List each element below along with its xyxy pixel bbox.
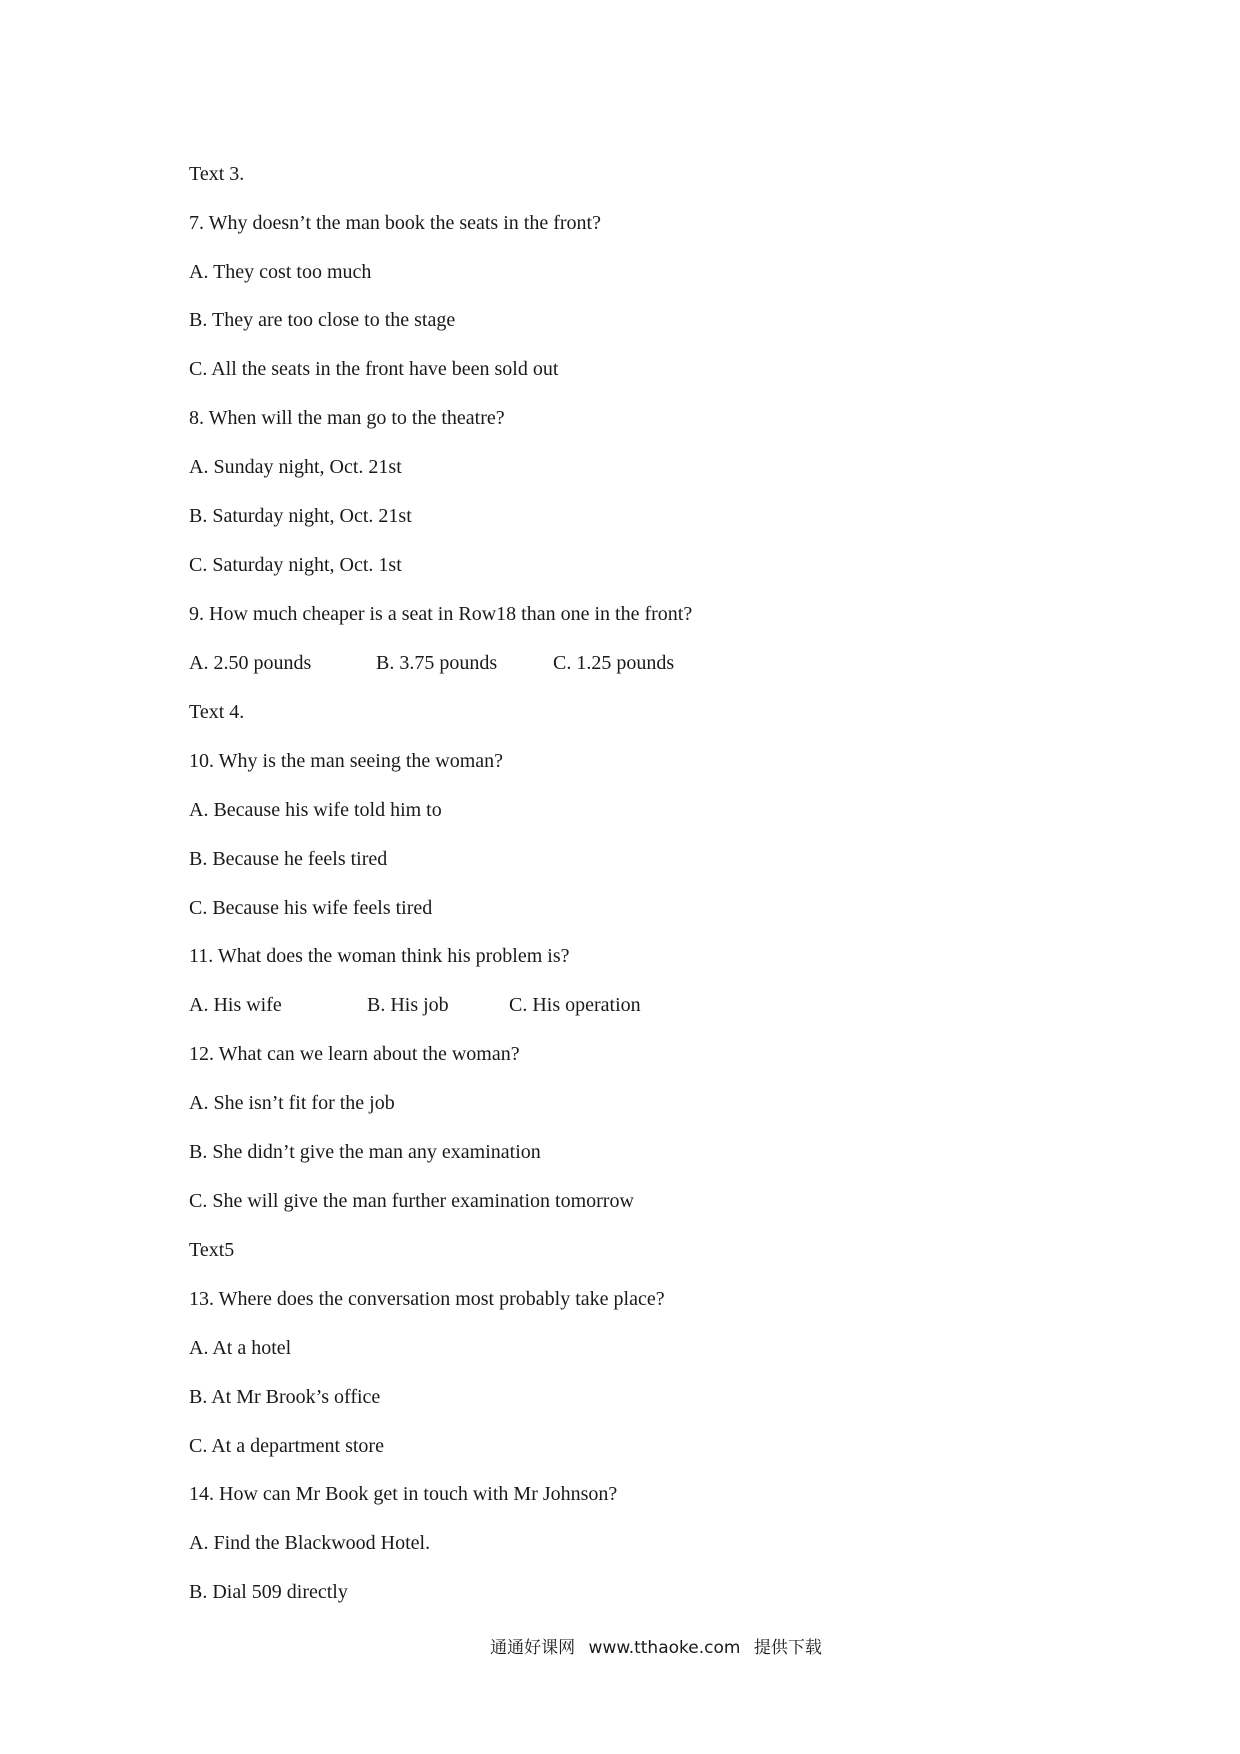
question-12: 12. What can we learn about the woman? bbox=[189, 1043, 520, 1065]
question-9-options bbox=[189, 651, 789, 675]
question-12-option-c: C. She will give the man further examination tomorrow bbox=[189, 1190, 634, 1212]
footer-url[interactable]: www.tthaoke.com bbox=[588, 1638, 741, 1658]
question-9: 9. How much cheaper is a seat in Row18 than one in the front? bbox=[189, 603, 693, 625]
question-11: 11. What does the woman think his problem is? bbox=[189, 945, 570, 967]
question-9-option-a: A. 2.50 pounds bbox=[189, 652, 312, 674]
question-8: 8. When will the man go to the theatre? bbox=[189, 407, 505, 429]
question-13-option-b: B. At Mr Brook’s office bbox=[189, 1386, 381, 1408]
footer-suffix: 提供下载 bbox=[753, 1638, 822, 1658]
question-10: 10. Why is the man seeing the woman? bbox=[189, 750, 504, 772]
question-11-options bbox=[189, 993, 789, 1017]
question-13: 13. Where does the conversation most probably take place? bbox=[189, 1288, 665, 1310]
question-9-option-c: C. 1.25 pounds bbox=[553, 652, 675, 674]
question-7-option-c: C. All the seats in the front have been sold out bbox=[189, 358, 559, 380]
question-13-option-a: A. At a hotel bbox=[189, 1337, 292, 1359]
question-13-option-c: C. At a department store bbox=[189, 1435, 384, 1457]
question-8-option-a: A. Sunday night, Oct. 21st bbox=[189, 456, 402, 478]
question-9-option-b: B. 3.75 pounds bbox=[376, 652, 498, 674]
question-14: 14. How can Mr Book get in touch with Mr Johnson? bbox=[189, 1483, 618, 1505]
question-10-option-b: B. Because he feels tired bbox=[189, 848, 388, 870]
section-heading-text-4: Text 4. bbox=[189, 701, 245, 723]
section-heading-text-5: Text5 bbox=[189, 1239, 235, 1261]
question-11-option-a: A. His wife bbox=[189, 994, 282, 1016]
question-12-option-a: A. She isn’t fit for the job bbox=[189, 1092, 395, 1114]
question-11-option-b: B. His job bbox=[367, 994, 449, 1016]
question-14-option-a: A. Find the Blackwood Hotel. bbox=[189, 1532, 431, 1554]
question-10-option-a: A. Because his wife told him to bbox=[189, 799, 442, 821]
footer-site-name: 通通好课网 bbox=[490, 1638, 576, 1658]
question-14-option-b: B. Dial 509 directly bbox=[189, 1581, 348, 1603]
question-10-option-c: C. Because his wife feels tired bbox=[189, 897, 433, 919]
question-7-option-b: B. They are too close to the stage bbox=[189, 309, 456, 331]
question-8-option-c: C. Saturday night, Oct. 1st bbox=[189, 554, 402, 576]
section-heading-text-3: Text 3. bbox=[189, 163, 245, 185]
question-11-option-c: C. His operation bbox=[509, 994, 641, 1016]
page-footer bbox=[0, 1637, 1240, 1659]
question-8-option-b: B. Saturday night, Oct. 21st bbox=[189, 505, 412, 527]
question-12-option-b: B. She didn’t give the man any examination bbox=[189, 1141, 541, 1163]
question-7-option-a: A. They cost too much bbox=[189, 261, 372, 283]
question-7: 7. Why doesn’t the man book the seats in the front? bbox=[189, 212, 601, 234]
